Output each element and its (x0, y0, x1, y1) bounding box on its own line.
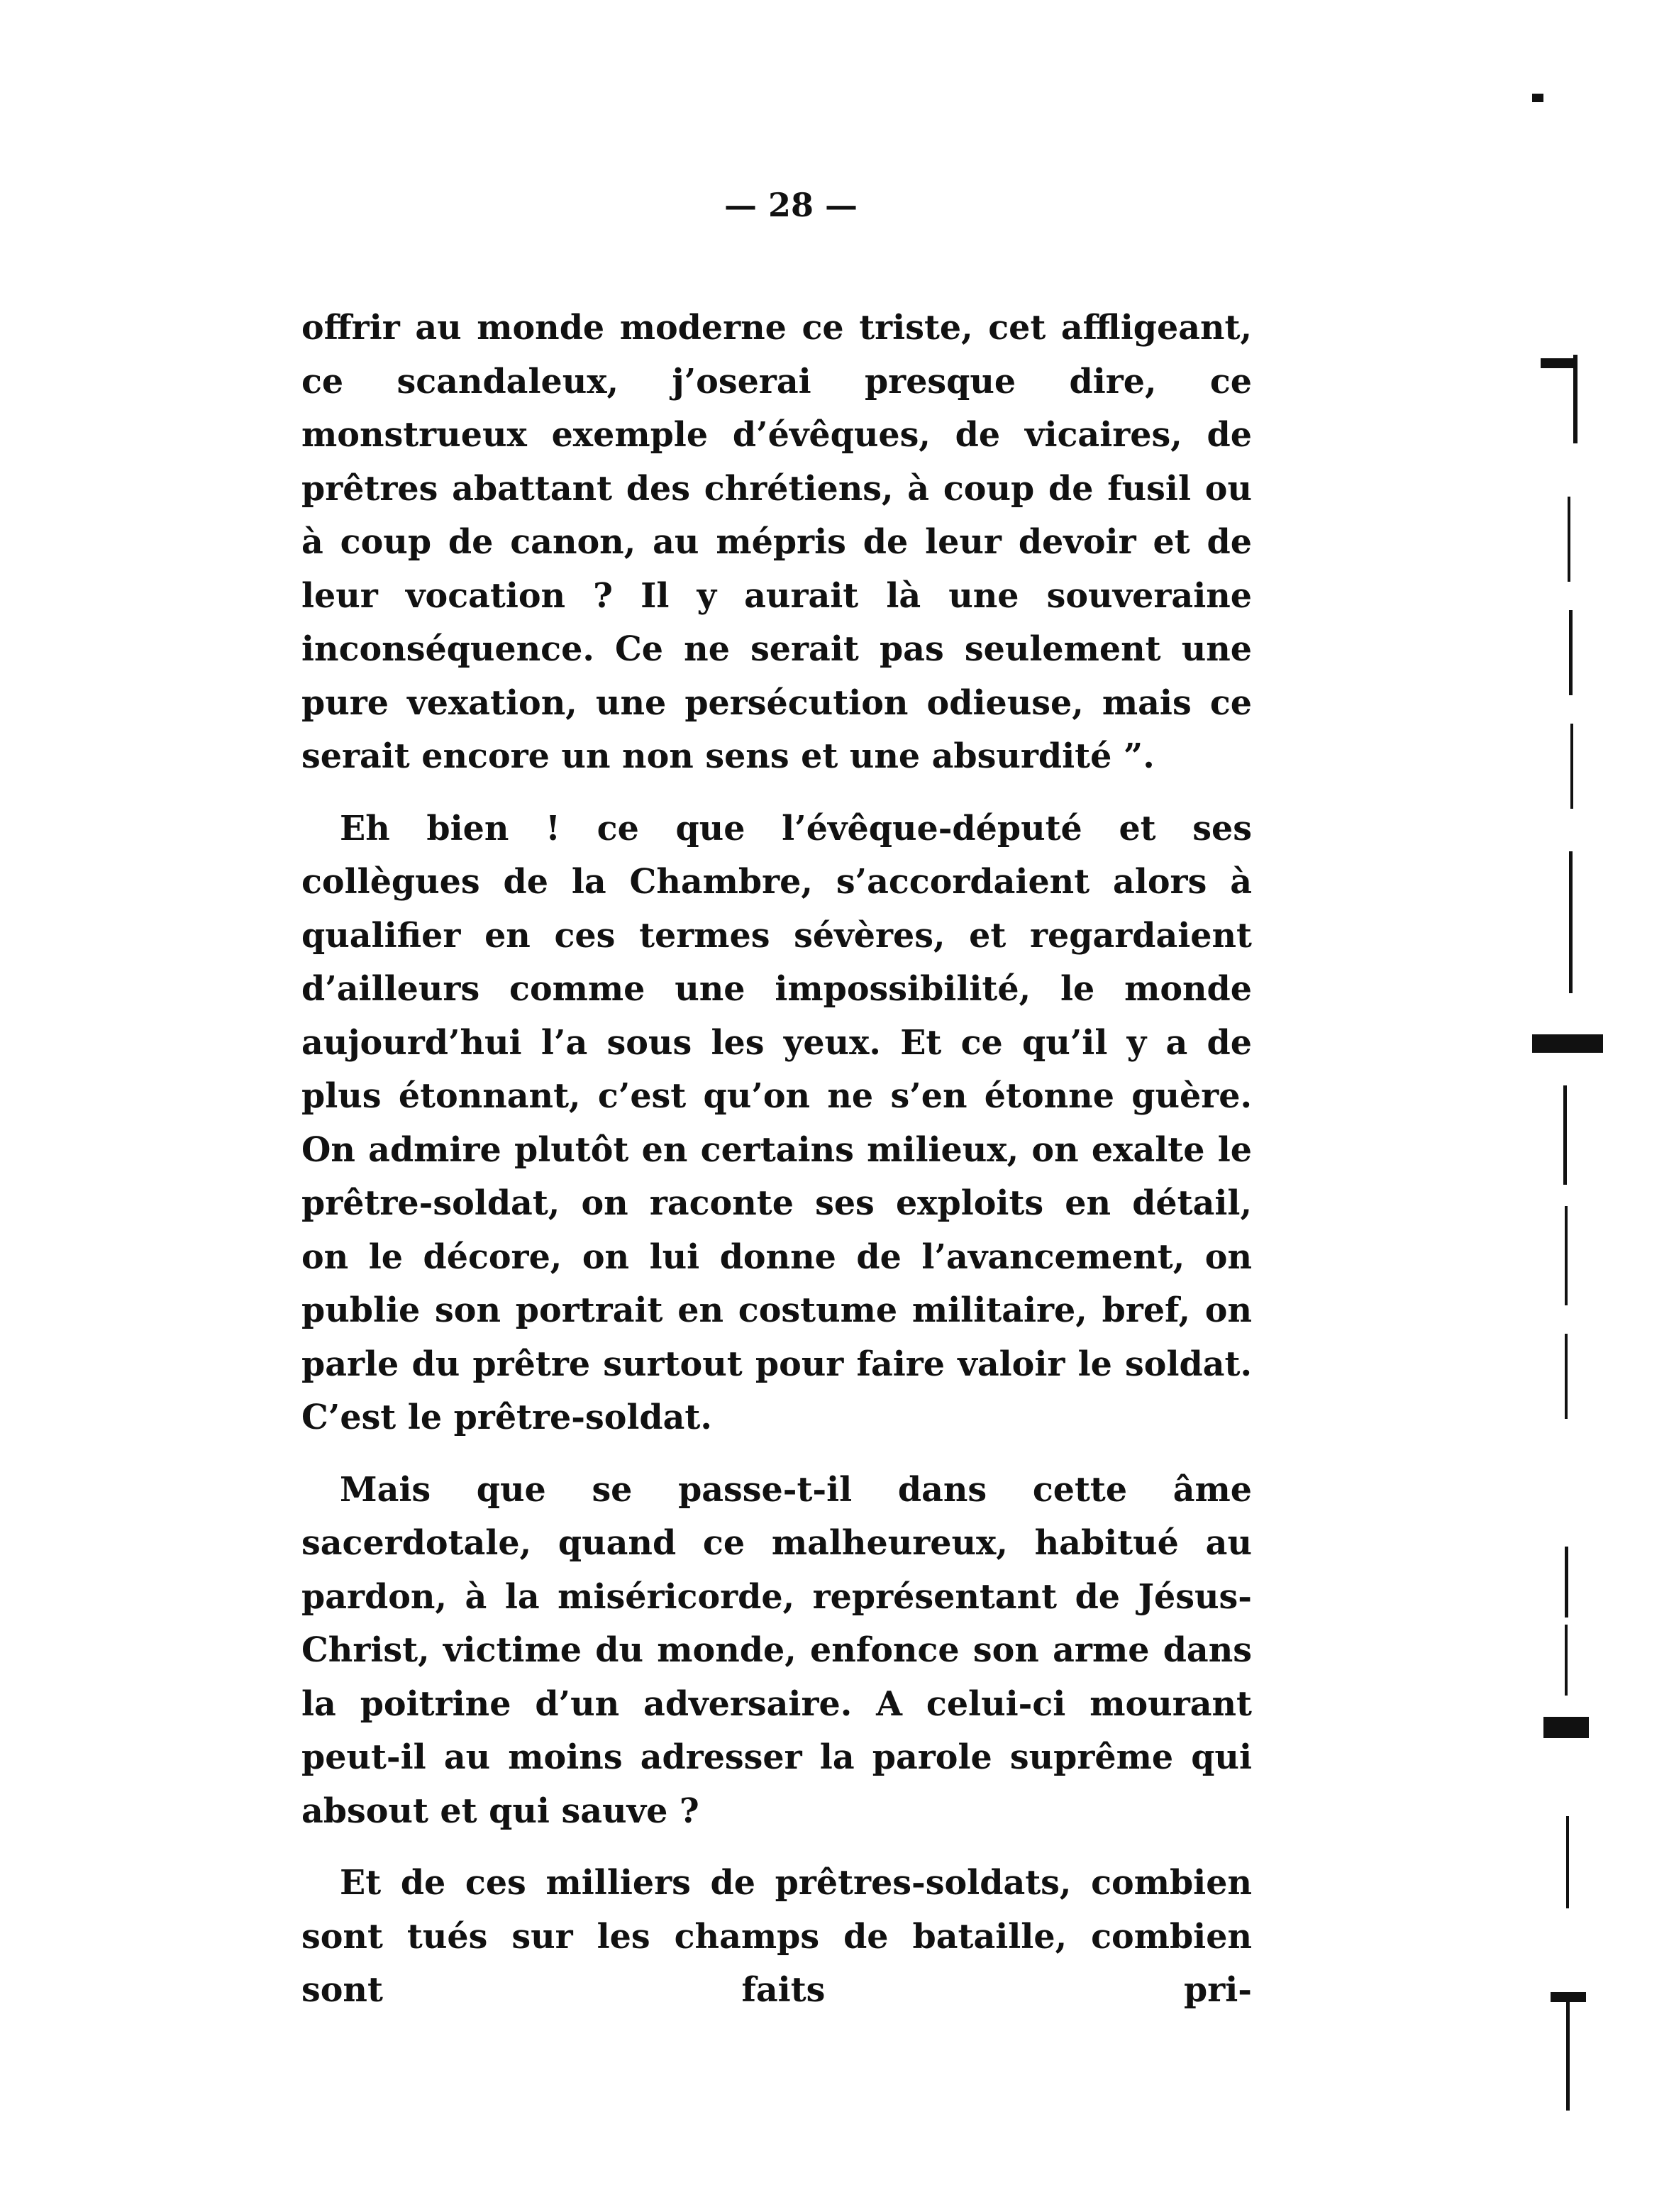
paragraph-3: Mais que se passe-t-il dans cette âme sacerdotale, quand ce malheureux, habitué au pardon, à la miséricorde, représentant de Jésus-Christ, victime du monde, enfonce son arme dans la poitrine d’un adversaire. A celui-ci mourant peut-il au moins adresser la parole suprême qui absout et qui sauve ? (301, 1469, 1252, 1831)
page-number: — 28 — (723, 186, 858, 224)
paragraph-2: Eh bien ! ce que l’évêque-député et ses collègues de la Chambre, s’accordaient alors à qualifier en ces termes sévères, et regardaient d’ailleurs comme une impossibilité, le monde aujourd’hui l’a sous les yeux. Et ce qu’il y a de plus étonnant, c’est qu’on ne s’en étonne guère. On admire plutôt en certains milieux, on exalte le prêtre-soldat, on raconte ses exploits en détail, on le décore, on lui donne de l’avancement, on publie son portrait en costume militaire, bref, on parle du prêtre surtout pour faire valoir le soldat. C’est le prêtre-soldat. (301, 808, 1252, 1437)
body-text (301, 302, 1252, 2018)
paragraph-4: Et de ces milliers de prêtres-soldats, combien sont tués sur les champs de bataille, combien sont faits pri- (301, 1863, 1252, 2010)
paragraph-1: offrir au monde moderne ce triste, cet affligeant, ce scandaleux, j’oserai presque dire, ce monstrueux exemple d’évêques, de vicaires, de prêtres abattant des chrétiens, à coup de fusil ou à coup de canon, au mépris de leur devoir et de leur vocation ? Il y aurait là une souveraine inconséquence. Ce ne serait pas seulement une pure vexation, une persécution odieuse, mais ce serait encore un non sens et une absurdité ”. (301, 308, 1252, 776)
